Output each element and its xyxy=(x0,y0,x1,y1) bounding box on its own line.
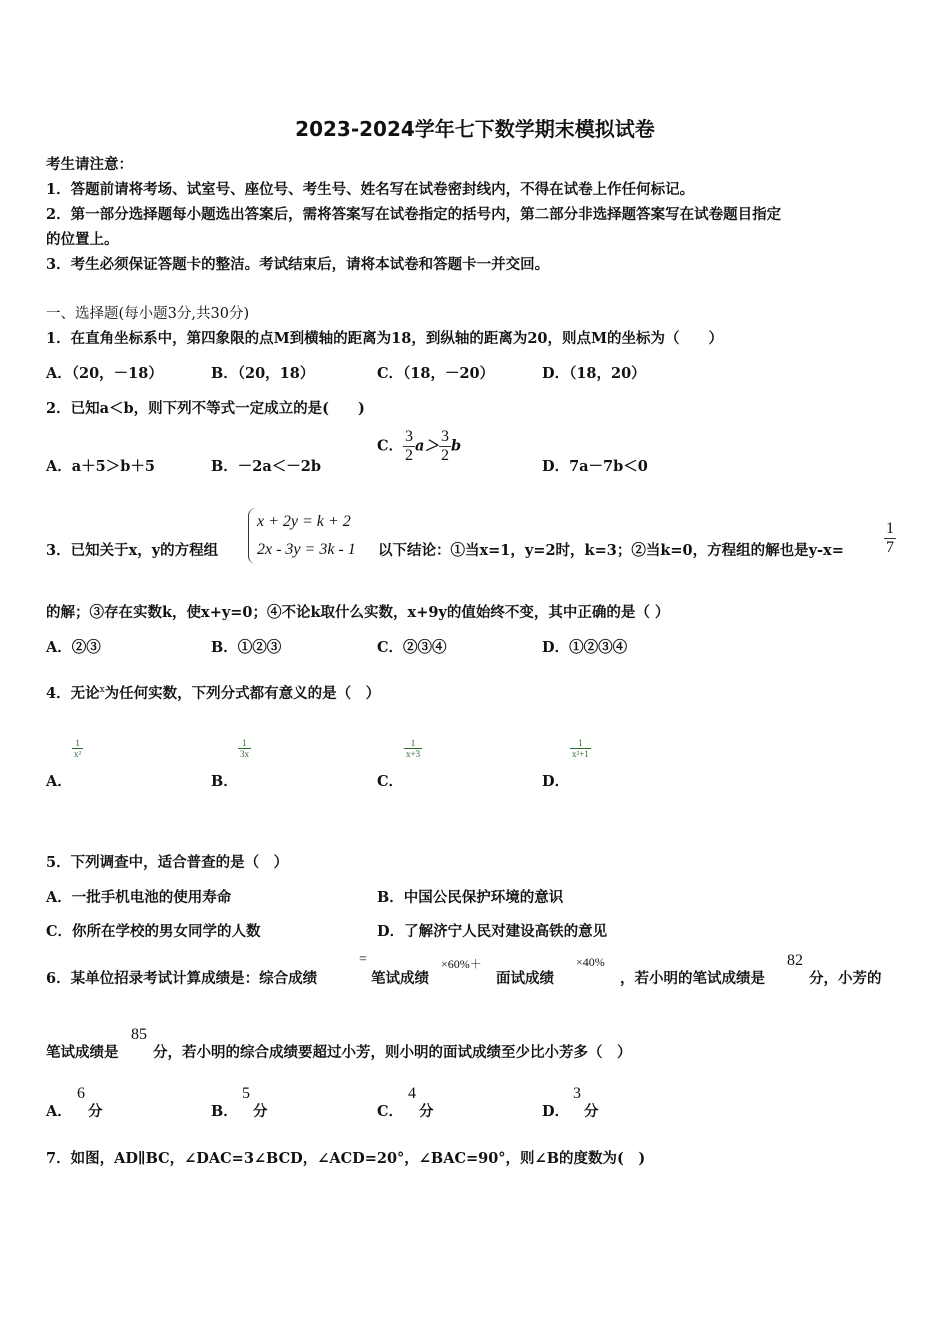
equation-2-text: 2x - 3y = 3k - 1 xyxy=(257,541,356,558)
fraction xyxy=(238,738,251,759)
q6-interview-score-label: 面试成绩 xyxy=(496,970,554,987)
q6-stem-cont: ，若小明的笔试成绩是 xyxy=(620,970,765,987)
fraction-numerator: 1 xyxy=(75,738,80,748)
q3-option-b: B．①②③ xyxy=(211,639,282,656)
fraction-denominator: x² xyxy=(74,749,82,759)
question-6-stem: 6．某单位招录考试计算成绩是：综合成绩 xyxy=(46,970,318,987)
fraction xyxy=(570,738,591,759)
q5-option-b: B．中国公民保护环境的意识 xyxy=(377,889,564,906)
q4-d-fraction xyxy=(570,738,591,759)
q1-option-c: C．（18，－20） xyxy=(377,365,495,382)
q4-stem-a: 4．无论 xyxy=(46,685,100,702)
fraction-numerator: 1 xyxy=(242,738,247,748)
notice-item: 3．考生必须保证答题卡的整洁。考试结束后，请将本试卷和答题卡一并交回。 xyxy=(46,256,550,273)
q4-a-fraction xyxy=(72,738,83,759)
q2-c-fraction xyxy=(403,428,415,465)
q6-option-b: B． xyxy=(211,1103,238,1120)
fraction-numerator: 1 xyxy=(410,738,416,748)
equation-2 xyxy=(257,536,356,564)
q6-option-d-unit: 分 xyxy=(584,1103,599,1120)
q4-option-d: D． xyxy=(542,773,570,790)
q1-option-d: D．（18，20） xyxy=(542,365,646,382)
q4-option-c: C． xyxy=(377,773,404,790)
fraction-numerator: 1 xyxy=(886,520,894,537)
question-4-stem xyxy=(46,682,380,703)
q3-fraction xyxy=(884,520,896,557)
fraction-denominator: 7 xyxy=(886,539,894,556)
q6-weight-1: ×60%＋ xyxy=(441,957,482,971)
question-2-stem: 2．已知a＜b，则下列不等式一定成立的是( ) xyxy=(46,400,365,417)
question-3-stem-cont: 以下结论：①当x=1，y=2时，k=3；②当k=0，方程组的解也是y-x= xyxy=(378,542,844,559)
fraction-denominator: x²+1 xyxy=(572,749,589,759)
question-3-line2: 的解；③存在实数k，使x+y=0；④不论k取什么实数，x+9y的值始终不变，其中正确的是（ ） xyxy=(46,604,670,621)
q6-weight-2: ×40% xyxy=(576,955,605,969)
question-3-stem: 3．已知关于x，y的方程组 xyxy=(46,542,219,559)
q6-line2-a: 笔试成绩是 xyxy=(46,1044,119,1061)
q2-option-d: D．7a－7b＜0 xyxy=(542,458,648,475)
q3-option-d: D．①②③④ xyxy=(542,639,628,656)
q4-b-fraction xyxy=(238,738,251,759)
q4-c-fraction xyxy=(404,738,422,759)
fraction-numerator: 3 xyxy=(405,428,414,445)
q6-option-d: D． xyxy=(542,1103,570,1120)
q6-stem-cont2: 分，小芳的 xyxy=(809,970,882,987)
q6-written-score-label: 笔试成绩 xyxy=(371,970,429,987)
q6-equals: = xyxy=(359,952,367,967)
q2-option-a: A．a＋5＞b＋5 xyxy=(46,458,155,475)
q3-option-a: A．②③ xyxy=(46,639,101,656)
q5-option-a: A．一批手机电池的使用寿命 xyxy=(46,889,232,906)
q6-option-c-unit: 分 xyxy=(419,1103,434,1120)
fraction xyxy=(884,520,896,557)
q6-option-b-unit: 分 xyxy=(253,1103,268,1120)
question-5-stem: 5．下列调查中，适合普查的是（ ） xyxy=(46,854,289,871)
notice-item: 2．第一部分选择题每小题选出答案后，需将答案写在试卷指定的括号内，第二部分非选择题答案写在试卷题目指定 xyxy=(46,206,782,223)
q5-option-c: C．你所在学校的男女同学的人数 xyxy=(46,923,261,940)
q2-c-fraction xyxy=(439,428,451,465)
q6-option-b-value: 5 xyxy=(242,1085,250,1102)
q2-option-c xyxy=(377,428,461,465)
q6-line2-b: 分，若小明的综合成绩要超过小芳，则小明的面试成绩至少比小芳多（ ） xyxy=(153,1044,632,1061)
notice-item: 1．答题前请将考场、试室号、座位号、考生号、姓名写在试卷密封线内，不得在试卷上作任何标记。 xyxy=(46,181,695,198)
fraction-numerator: 3 xyxy=(440,428,449,445)
fraction xyxy=(72,738,83,759)
equation-1 xyxy=(257,508,356,536)
fraction-denominator: x+3 xyxy=(406,749,421,759)
q6-option-c: C． xyxy=(377,1103,404,1120)
q2-option-b: B．－2a＜－2b xyxy=(211,458,321,475)
q6-option-a-unit: 分 xyxy=(88,1103,103,1120)
q4-stem-b: 为任何实数，下列分式都有意义的是（ ） xyxy=(104,685,381,702)
q4-variable: x xyxy=(99,685,105,696)
q6-score-xiaoming: 82 xyxy=(787,952,803,969)
q5-option-d: D．了解济宁人民对建设高铁的意见 xyxy=(377,923,608,940)
q6-option-a-value: 6 xyxy=(77,1085,85,1102)
q6-option-c-value: 4 xyxy=(408,1085,416,1102)
question-1-stem: 1．在直角坐标系中，第四象限的点M到横轴的距离为18，到纵轴的距离为20，则点M的坐标为（ ） xyxy=(46,330,724,347)
question-7-stem: 7．如图，AD∥BC，∠DAC=3∠BCD，∠ACD=20°，∠BAC=90°，则∠B的度数为( ) xyxy=(46,1150,646,1167)
q6-option-a: A． xyxy=(46,1103,72,1120)
q6-score-xiaofang: 85 xyxy=(131,1026,147,1043)
page-title: 2023-2024学年七下数学期末模拟试卷 xyxy=(295,117,655,141)
fraction-denominator: 2 xyxy=(440,447,449,464)
fraction-denominator: 3x xyxy=(240,749,249,759)
fraction xyxy=(404,738,422,759)
q2-option-c-label: C． xyxy=(377,437,404,455)
q3-option-c: C．②③④ xyxy=(377,639,447,656)
q4-option-b: B． xyxy=(211,773,238,790)
q2-c-expr-a: a＞ xyxy=(415,437,439,455)
section-heading: 一、选择题(每小题3分,共30分) xyxy=(46,306,250,322)
notice-heading: 考生请注意： xyxy=(46,156,133,173)
fraction-numerator: 1 xyxy=(578,738,583,748)
q1-option-b: B．（20，18） xyxy=(211,365,315,382)
q4-option-a: A． xyxy=(46,773,72,790)
q2-c-expr-b: b xyxy=(450,437,462,455)
equation-1-text: x + 2y = k + 2 xyxy=(257,513,351,530)
q1-option-a: A．（20，－18） xyxy=(46,365,163,382)
notice-item: 的位置上。 xyxy=(46,231,119,248)
fraction-denominator: 2 xyxy=(405,447,414,464)
q6-option-d-value: 3 xyxy=(573,1085,581,1102)
equation-system xyxy=(248,508,356,564)
